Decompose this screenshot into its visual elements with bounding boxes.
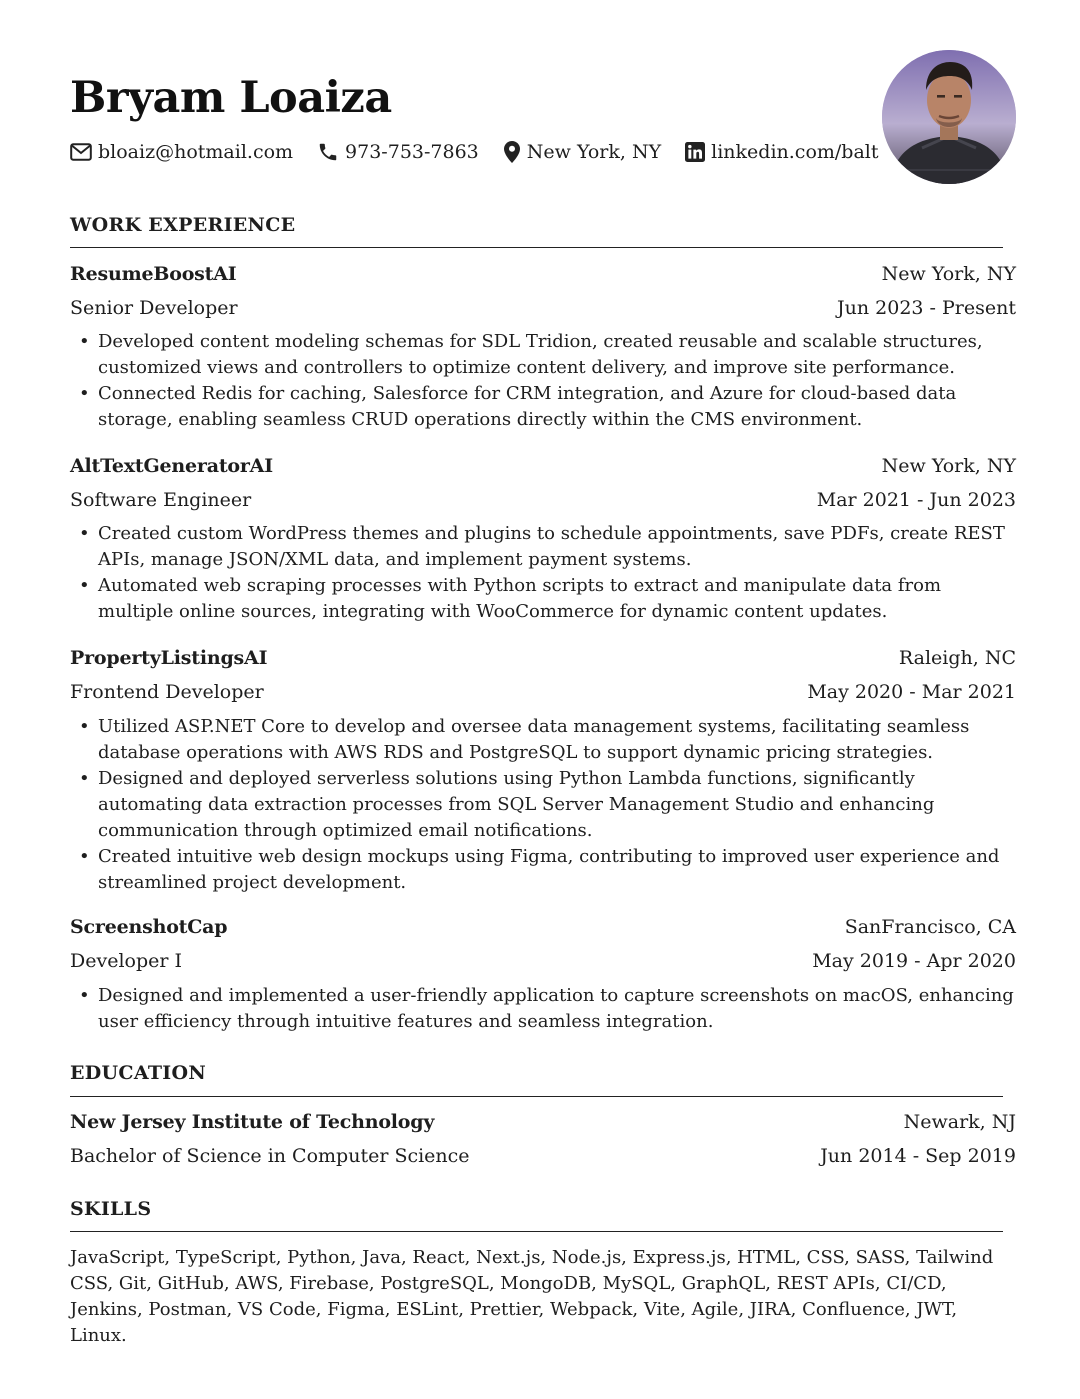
job-bullets xyxy=(70,983,1016,1035)
job-title: Developer I xyxy=(70,950,183,972)
job-bullets xyxy=(70,714,1016,896)
bullet-item: • Designed and deployed serverless solutions using Python Lambda functions, significantly automating data extraction processes from SQL Server Management Studio and enhancing communication through optimized email notifications. xyxy=(70,766,1016,844)
bullet-item: • Connected Redis for caching, Salesforce for CRM integration, and Azure for cloud-based data storage, enabling seamless CRUD operations directly within the CMS environment. xyxy=(70,381,1016,433)
job-location: New York, NY xyxy=(881,455,1016,477)
bullet-item: • Designed and implemented a user-friendly application to capture screenshots on macOS, enhancing user efficiency through intuitive features and seamless integration. xyxy=(70,983,1016,1035)
job-role-row xyxy=(70,679,1016,705)
email-text: bloaiz@hotmail.com xyxy=(98,141,294,163)
work-experience-heading: WORK EXPERIENCE xyxy=(70,214,296,236)
job-header xyxy=(70,914,1016,940)
company-name: PropertyListingsAI xyxy=(70,647,268,669)
linkedin-text: linkedin.com/balt xyxy=(711,141,879,163)
education-heading: EDUCATION xyxy=(70,1062,206,1084)
company-name: ScreenshotCap xyxy=(70,916,228,938)
phone-text: 973-753-7863 xyxy=(345,141,479,163)
job-title: Software Engineer xyxy=(70,489,252,511)
job-dates: Mar 2021 - Jun 2023 xyxy=(816,489,1016,511)
job-header xyxy=(70,453,1016,479)
school-name: New Jersey Institute of Technology xyxy=(70,1111,435,1133)
profile-photo xyxy=(882,50,1016,184)
skills-heading: SKILLS xyxy=(70,1198,152,1220)
job-dates: May 2020 - Mar 2021 xyxy=(807,681,1016,703)
job-location: Raleigh, NC xyxy=(898,647,1016,669)
bullet-item: • Created custom WordPress themes and plugins to schedule appointments, save PDFs, create REST APIs, manage JSON/XML data, and implement payment systems. xyxy=(70,521,1016,573)
skills-list: JavaScript, TypeScript, Python, Java, React, Next.js, Node.js, Express.js, HTML, CSS, SASS, Tailwind CSS, Git, GitHub, AWS, Firebase, PostgreSQL, MongoDB, MySQL, GraphQL, REST APIs, CI/CD, Jenkins, Postman, VS Code, Figma, ESLint, Prettier, Webpack, Vite, Agile, JIRA, Confluence, JWT, Linux. xyxy=(70,1247,994,1346)
linkedin-icon xyxy=(685,142,705,162)
education-dates: Jun 2014 - Sep 2019 xyxy=(820,1145,1016,1167)
bullet-item: • Automated web scraping processes with Python scripts to extract and manipulate data from multiple online sources, integrating with WooCommerce for dynamic content updates. xyxy=(70,573,1016,625)
degree-title: Bachelor of Science in Computer Science xyxy=(70,1145,470,1167)
bullet-item: • Developed content modeling schemas for SDL Tridion, created reusable and scalable structures, customized views and controllers to optimize content delivery, and improve site performance. xyxy=(70,329,1016,381)
school-header xyxy=(70,1109,1016,1135)
job-title: Senior Developer xyxy=(70,297,238,319)
job-dates: May 2019 - Apr 2020 xyxy=(812,950,1016,972)
contact-phone[interactable] xyxy=(317,138,479,166)
job-location: New York, NY xyxy=(881,263,1016,285)
job-bullets xyxy=(70,521,1016,625)
job-role-row xyxy=(70,487,1016,513)
job-title: Frontend Developer xyxy=(70,681,264,703)
job-bullets xyxy=(70,329,1016,433)
school-location: Newark, NJ xyxy=(903,1111,1016,1133)
job-location: SanFrancisco, CA xyxy=(844,916,1016,938)
job-header xyxy=(70,261,1016,287)
location-pin-icon xyxy=(503,140,521,164)
company-name: ResumeBoostAI xyxy=(70,263,237,285)
skills-section-divider xyxy=(70,1231,1003,1232)
work-section-divider xyxy=(70,247,1003,248)
candidate-name: Bryam Loaiza xyxy=(70,73,392,123)
location-text: New York, NY xyxy=(526,141,662,163)
bullet-item: • Created intuitive web design mockups using Figma, contributing to improved user experience and streamlined project development. xyxy=(70,844,1016,896)
job-header xyxy=(70,645,1016,671)
phone-icon xyxy=(317,141,339,163)
education-section-divider xyxy=(70,1096,1003,1097)
contact-bar xyxy=(70,138,903,166)
contact-location xyxy=(503,138,661,166)
bullet-item: • Utilized ASP.NET Core to develop and oversee data management systems, facilitating seamless database operations with AWS RDS and PostgreSQL to support dynamic pricing strategies. xyxy=(70,714,1016,766)
job-dates: Jun 2023 - Present xyxy=(837,297,1016,319)
degree-row xyxy=(70,1143,1016,1169)
envelope-icon xyxy=(70,143,92,161)
contact-linkedin[interactable] xyxy=(685,138,878,166)
contact-email[interactable] xyxy=(70,138,293,166)
job-role-row xyxy=(70,948,1016,974)
job-role-row xyxy=(70,295,1016,321)
company-name: AltTextGeneratorAI xyxy=(70,455,273,477)
